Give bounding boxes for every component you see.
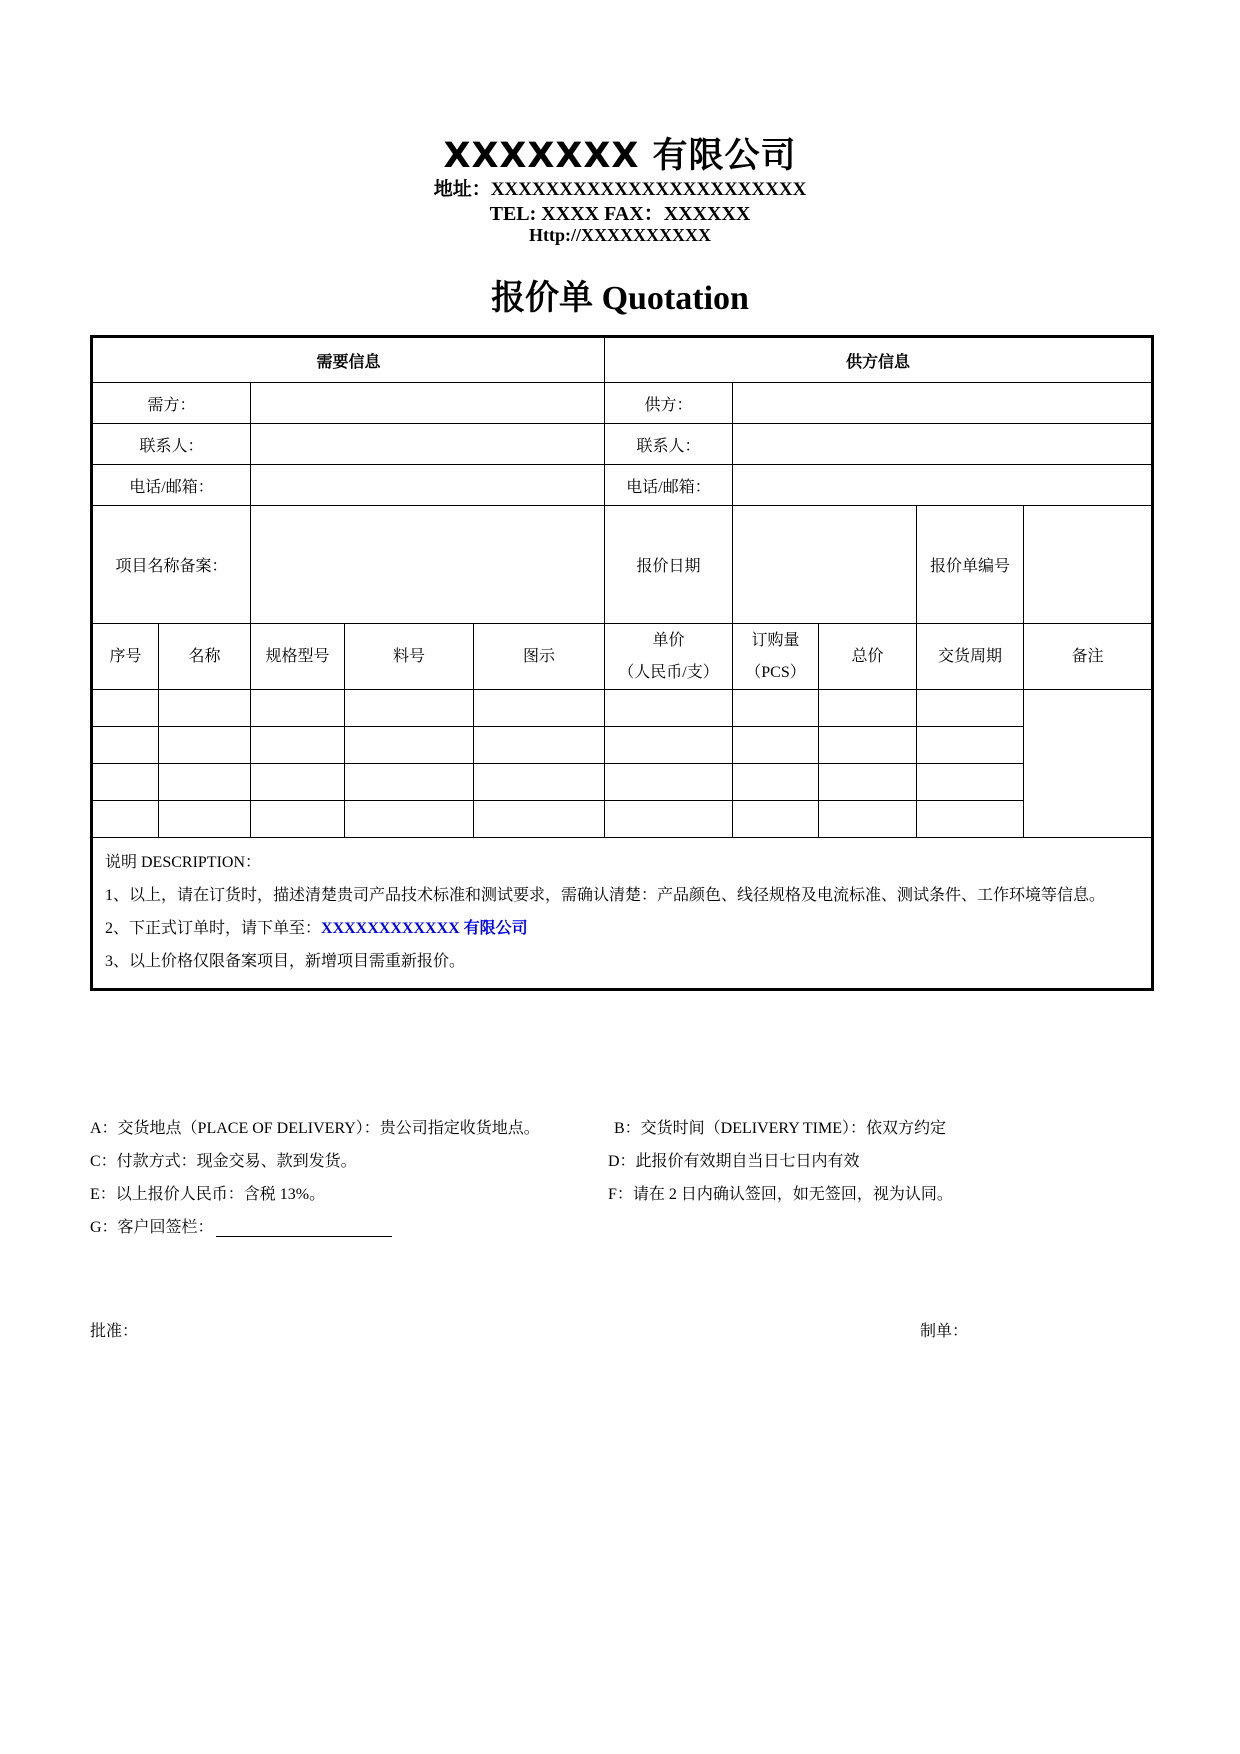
col-header-total: 总价 bbox=[819, 624, 917, 690]
supplier-info-header: 供方信息 bbox=[605, 337, 1153, 383]
table-cell[interactable] bbox=[819, 690, 917, 727]
table-cell[interactable] bbox=[159, 801, 251, 838]
col-header-drawing: 图示 bbox=[474, 624, 605, 690]
table-cell[interactable] bbox=[345, 690, 474, 727]
unit-price-label: 单价 bbox=[652, 631, 685, 649]
term-e: E：以上报价人民币：含税 13%。 bbox=[90, 1186, 326, 1203]
table-cell[interactable] bbox=[345, 801, 474, 838]
table-cell[interactable] bbox=[474, 727, 605, 764]
table-cell[interactable] bbox=[917, 801, 1024, 838]
unit-price-unit: （人民币/支） bbox=[618, 663, 719, 681]
quote-number-label: 报价单编号 bbox=[917, 506, 1024, 624]
description-item-2-text: 2、下正式订单时，请下单至： bbox=[105, 920, 322, 937]
col-header-remark: 备注 bbox=[1024, 624, 1153, 690]
table-cell[interactable] bbox=[733, 764, 819, 801]
table-cell[interactable] bbox=[159, 727, 251, 764]
quotation-table bbox=[90, 335, 1154, 991]
col-header-name: 名称 bbox=[159, 624, 251, 690]
table-cell[interactable] bbox=[345, 764, 474, 801]
table-row bbox=[92, 801, 1153, 838]
col-header-qty bbox=[733, 624, 819, 690]
remark-cell[interactable] bbox=[1024, 690, 1153, 838]
col-header-lead-time: 交货周期 bbox=[917, 624, 1024, 690]
term-b: B：交货时间（DELIVERY TIME）：依双方约定 bbox=[614, 1120, 946, 1137]
project-name-value[interactable] bbox=[251, 506, 605, 624]
customer-signature-line[interactable] bbox=[216, 1220, 392, 1237]
table-row bbox=[92, 764, 1153, 801]
table-cell[interactable] bbox=[474, 801, 605, 838]
col-header-no: 序号 bbox=[92, 624, 159, 690]
quote-date-value[interactable] bbox=[733, 506, 917, 624]
term-g bbox=[90, 1214, 392, 1237]
company-tel-fax: TEL: XXXX FAX：XXXXXX bbox=[489, 203, 751, 225]
document-title bbox=[0, 270, 1240, 319]
table-row bbox=[92, 690, 1153, 727]
table-cell[interactable] bbox=[605, 764, 733, 801]
term-a: A：交货地点（PLACE OF DELIVERY）：贵公司指定收货地点。 bbox=[90, 1120, 540, 1137]
table-cell[interactable] bbox=[917, 727, 1024, 764]
term-c: C：付款方式：现金交易、款到发货。 bbox=[90, 1153, 357, 1170]
order-company-name: XXXXXXXXXXXX 有限公司 bbox=[321, 920, 528, 937]
description-section bbox=[92, 838, 1153, 990]
table-row bbox=[92, 727, 1153, 764]
buyer-phone-label: 电话/邮箱： bbox=[92, 465, 251, 506]
supplier-phone-label: 电话/邮箱： bbox=[605, 465, 733, 506]
table-cell[interactable] bbox=[251, 727, 345, 764]
table-cell[interactable] bbox=[92, 801, 159, 838]
buyer-label: 需方： bbox=[92, 383, 251, 424]
table-cell[interactable] bbox=[733, 690, 819, 727]
approve-label: 批准： bbox=[90, 1323, 139, 1340]
table-cell[interactable] bbox=[733, 801, 819, 838]
buyer-contact-value[interactable] bbox=[251, 424, 605, 465]
table-cell[interactable] bbox=[92, 764, 159, 801]
company-website: Http://XXXXXXXXXX bbox=[529, 225, 711, 245]
supplier-label: 供方： bbox=[605, 383, 733, 424]
table-cell[interactable] bbox=[605, 690, 733, 727]
table-cell[interactable] bbox=[819, 764, 917, 801]
table-cell[interactable] bbox=[251, 690, 345, 727]
table-cell[interactable] bbox=[474, 690, 605, 727]
table-cell[interactable] bbox=[251, 801, 345, 838]
term-d: D：此报价有效期自当日七日内有效 bbox=[608, 1153, 860, 1170]
project-name-label: 项目名称备案： bbox=[92, 506, 251, 624]
description-item-2 bbox=[105, 912, 1139, 945]
buyer-info-header: 需要信息 bbox=[92, 337, 605, 383]
company-name: XXXXXXX 有限公司 bbox=[443, 136, 797, 176]
qty-label: 订购量 bbox=[751, 631, 800, 649]
table-cell[interactable] bbox=[819, 727, 917, 764]
table-cell[interactable] bbox=[917, 764, 1024, 801]
table-cell[interactable] bbox=[92, 690, 159, 727]
buyer-phone-value[interactable] bbox=[251, 465, 605, 506]
col-header-spec: 规格型号 bbox=[251, 624, 345, 690]
customer-signature-label: G：客户回签栏： bbox=[90, 1219, 214, 1236]
description-title: 说明 DESCRIPTION： bbox=[105, 854, 262, 871]
buyer-contact-label: 联系人： bbox=[92, 424, 251, 465]
buyer-value[interactable] bbox=[251, 383, 605, 424]
quote-number-value[interactable] bbox=[1024, 506, 1153, 624]
description-item-3: 3、以上价格仅限备案项目，新增项目需重新报价。 bbox=[105, 953, 466, 970]
table-cell[interactable] bbox=[345, 727, 474, 764]
table-cell[interactable] bbox=[474, 764, 605, 801]
company-address: 地址：XXXXXXXXXXXXXXXXXXXXXXX bbox=[433, 179, 807, 200]
supplier-contact-value[interactable] bbox=[733, 424, 1153, 465]
table-cell[interactable] bbox=[605, 727, 733, 764]
table-cell[interactable] bbox=[92, 727, 159, 764]
table-cell[interactable] bbox=[819, 801, 917, 838]
supplier-contact-label: 联系人： bbox=[605, 424, 733, 465]
supplier-value[interactable] bbox=[733, 383, 1153, 424]
col-header-unit-price bbox=[605, 624, 733, 690]
table-cell[interactable] bbox=[917, 690, 1024, 727]
document-title-en: Quotation bbox=[601, 280, 749, 317]
qty-unit: （PCS） bbox=[745, 663, 806, 681]
table-cell[interactable] bbox=[159, 690, 251, 727]
table-cell[interactable] bbox=[605, 801, 733, 838]
table-cell[interactable] bbox=[733, 727, 819, 764]
document-title-cn: 报价单 bbox=[491, 278, 594, 318]
description-item-1: 1、以上，请在订货时，描述清楚贵司产品技术标准和测试要求，需确认清楚：产品颜色、线径规格及电流标准、测试条件、工作环境等信息。 bbox=[105, 887, 1106, 904]
col-header-part-no: 料号 bbox=[345, 624, 474, 690]
term-f: F：请在 2 日内确认签回，如无签回，视为认同。 bbox=[608, 1186, 953, 1203]
prepared-by-label: 制单： bbox=[920, 1323, 969, 1340]
supplier-phone-value[interactable] bbox=[733, 465, 1153, 506]
table-cell[interactable] bbox=[159, 764, 251, 801]
table-cell[interactable] bbox=[251, 764, 345, 801]
quote-date-label: 报价日期 bbox=[605, 506, 733, 624]
